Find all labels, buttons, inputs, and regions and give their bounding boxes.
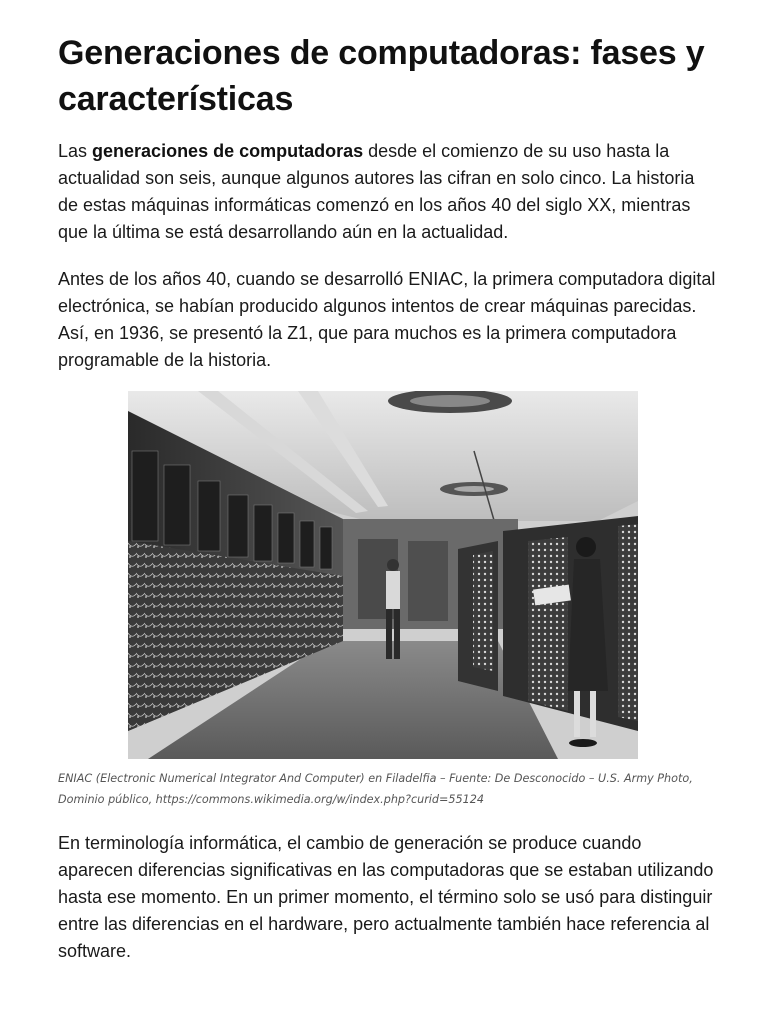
history-paragraph: Antes de los años 40, cuando se desarrolló ENIAC, la primera computadora digital electrónica, se habían producido algunos intentos de crear máquinas parecidas. Así, en 1936, se presentó la Z1, que para muchos es la primera computadora programable de la historia. — [58, 269, 716, 370]
intro-rest: desde el comienzo de su uso hasta la actualidad son seis, aunque algunos autores las cifran en solo cinco. La historia de estas máquinas informáticas comenzó en los años 40 del siglo XX, mientras que la última se está desarrollando aún en la actualidad. — [58, 141, 695, 242]
terminology-paragraph: En terminología informática, el cambio de generación se produce cuando aparecen diferencias significativas en las computadoras que se estaban utilizando hasta ese momento. En un primer momento, el término solo se usó para distinguir entre las diferencias en el hardware, pero actualmente también hace referencia al software. — [58, 833, 714, 961]
intro-bold-term: generaciones de computadoras — [92, 141, 364, 161]
eniac-photo — [128, 391, 638, 759]
intro-lead: Las — [58, 141, 93, 161]
article-title: Generaciones de computadoras: fases y características — [58, 34, 705, 118]
photo-caption: ENIAC (Electronic Numerical Integrator And Computer) en Filadelfia – Fuente: De Desconocido – U.S. Army Photo, Dominio público, https://commons.wikimedia.org/w/index.php?curid=55124 — [58, 772, 693, 806]
intro-paragraph — [58, 138, 718, 246]
